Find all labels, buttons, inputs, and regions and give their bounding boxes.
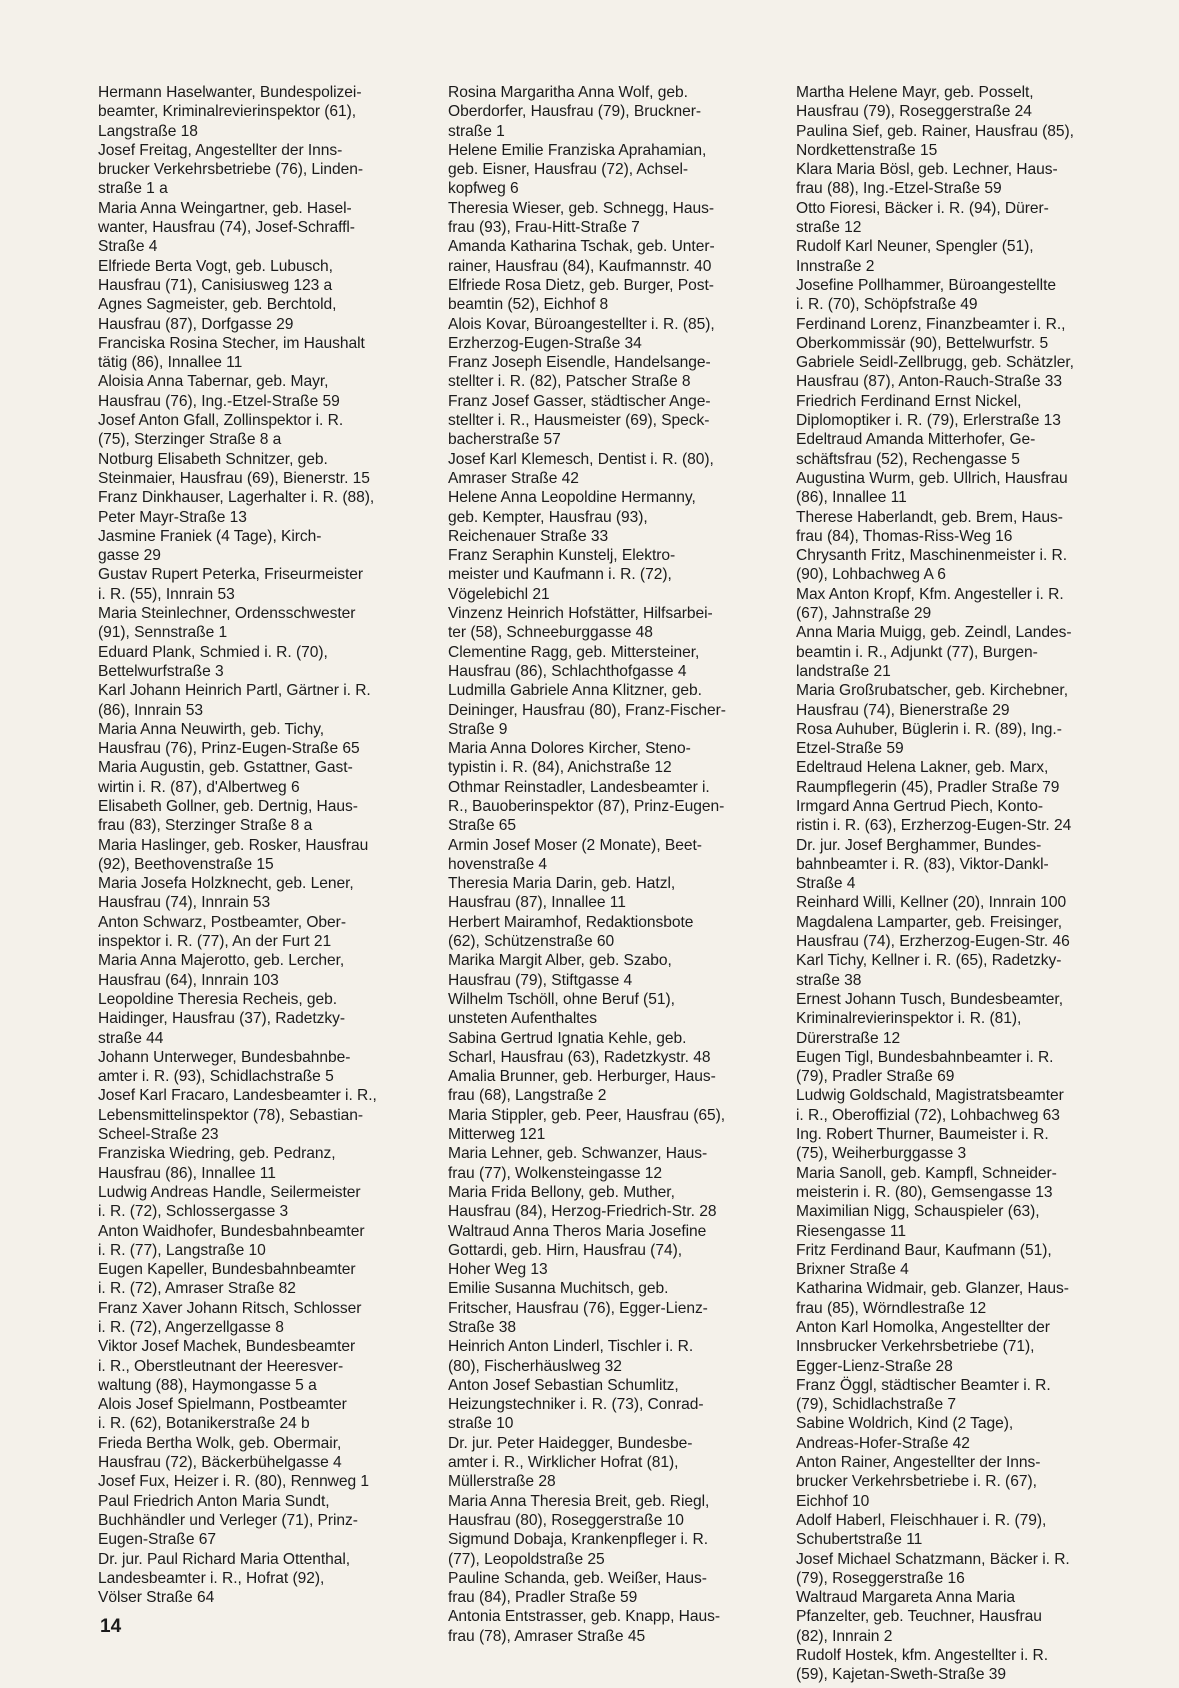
text-line: rainer, Hausfrau (84), Kaufmannstr. 40 <box>448 257 712 275</box>
text-line: Maria Steinlechner, Ordensschwester <box>98 605 356 623</box>
text-line: Hausfrau (74), Erzherzog-Eugen-Str. 46 <box>796 933 1070 951</box>
text-line: Heizungstechniker i. R. (73), Conrad- <box>448 1396 704 1414</box>
text-line: frau (83), Sterzinger Straße 8 a <box>98 817 313 835</box>
text-line: Eugen Tigl, Bundesbahnbeamter i. R. <box>796 1048 1054 1066</box>
text-line: Maria Augustin, geb. Gstattner, Gast- <box>98 759 353 777</box>
text-line: Anton Schwarz, Postbeamter, Ober- <box>98 913 346 931</box>
text-line: Ferdinand Lorenz, Finanzbeamter i. R., <box>796 315 1066 333</box>
text-line: wanter, Hausfrau (74), Josef-Schraffl- <box>98 219 355 237</box>
text-line: Franciska Rosina Stecher, im Haushalt <box>98 334 365 352</box>
text-line: Theresia Wieser, geb. Schnegg, Haus- <box>448 199 715 217</box>
text-line: meisterin i. R. (80), Gemsengasse 13 <box>796 1183 1053 1201</box>
text-line: Reichenauer Straße 33 <box>448 527 609 545</box>
text-line: Dr. jur. Josef Berghammer, Bundes- <box>796 836 1042 854</box>
text-line: Hausfrau (79), Stiftgasse 4 <box>448 971 633 989</box>
text-line: wirtin i. R. (87), d'Albertweg 6 <box>98 778 300 796</box>
text-line: Sabine Woldrich, Kind (2 Tage), <box>796 1415 1014 1433</box>
text-line: bacherstraße 57 <box>448 431 561 449</box>
text-line: Martha Helene Mayr, geb. Posselt, <box>796 84 1034 101</box>
text-line: Pauline Schanda, geb. Weißer, Haus- <box>448 1569 707 1587</box>
text-line: Dürerstraße 12 <box>796 1029 901 1047</box>
text-line: Karl Tichy, Kellner i. R. (65), Radetzky- <box>796 952 1062 970</box>
text-line: Raumpflegerin (45), Pradler Straße 79 <box>796 778 1060 796</box>
text-line: Sigmund Dobaja, Krankenpfleger i. R. <box>448 1531 708 1549</box>
text-line: (79), Schidlachstraße 7 <box>796 1396 957 1414</box>
text-line: i. R. (62), Botanikerstraße 24 b <box>98 1415 310 1433</box>
text-line: landstraße 21 <box>796 662 891 680</box>
text-line: Hausfrau (74), Bienerstraße 29 <box>796 701 1010 719</box>
text-line: (62), Schützenstraße 60 <box>448 933 615 951</box>
text-line: Maria Anna Dolores Kircher, Steno- <box>448 740 691 758</box>
text-line: Maria Stippler, geb. Peer, Hausfrau (65), <box>448 1106 726 1124</box>
text-line: Landesbeamter i. R., Hofrat (92), <box>98 1569 325 1587</box>
text-line: (77), Leopoldstraße 25 <box>448 1550 605 1568</box>
text-line: (79), Pradler Straße 69 <box>796 1068 955 1086</box>
text-line: Paulina Sief, geb. Rainer, Hausfrau (85), <box>796 122 1074 140</box>
text-line: (82), Innrain 2 <box>796 1627 893 1645</box>
text-line: Hoher Weg 13 <box>448 1261 548 1279</box>
text-line: Leopoldine Theresia Recheis, geb. <box>98 990 338 1008</box>
text-line: i. R. (77), Langstraße 10 <box>98 1241 266 1259</box>
text-line: Franz Seraphin Kunstelj, Elektro- <box>448 547 676 565</box>
text-line: Straße 4 <box>98 238 158 256</box>
text-line: tätig (86), Innallee 11 <box>98 354 243 372</box>
text-line: frau (78), Amraser Straße 45 <box>448 1627 646 1645</box>
text-line: Eugen-Straße 67 <box>98 1531 217 1549</box>
text-line: Hausfrau (72), Bäckerbühelgasse 4 <box>98 1454 342 1472</box>
text-line: Marika Margit Alber, geb. Szabo, <box>448 952 672 970</box>
text-line: Max Anton Kropf, Kfm. Angesteller i. R. <box>796 585 1064 603</box>
text-line: Scheel-Straße 23 <box>98 1126 219 1144</box>
text-line: Gabriele Seidl-Zellbrugg, geb. Schätzler, <box>796 354 1074 372</box>
text-line: Klara Maria Bösl, geb. Lechner, Haus- <box>796 161 1058 179</box>
column-middle <box>448 83 784 1646</box>
text-line: Edeltraud Helena Lakner, geb. Marx, <box>796 759 1049 777</box>
text-line: Ing. Robert Thurner, Baumeister i. R. <box>796 1126 1049 1144</box>
text-line: meister und Kaufmann i. R. (72), <box>448 566 672 584</box>
text-line: Emilie Susanna Muchitsch, geb. <box>448 1280 669 1298</box>
text-line: Maria Anna Weingartner, geb. Hasel- <box>98 199 352 217</box>
text-line: Theresia Maria Darin, geb. Hatzl, <box>448 875 676 893</box>
text-line: Amraser Straße 42 <box>448 469 579 487</box>
text-line: Fritscher, Hausfrau (76), Egger-Lienz- <box>448 1299 708 1317</box>
text-line: Peter Mayr-Straße 13 <box>98 508 247 526</box>
text-line: Straße 4 <box>796 875 856 893</box>
text-line: Clementine Ragg, geb. Mittersteiner, <box>448 643 700 661</box>
text-line: brucker Verkehrsbetriebe i. R. (67), <box>796 1473 1037 1491</box>
text-line: (75), Sterzinger Straße 8 a <box>98 431 282 449</box>
text-line: Maria Großrubatscher, geb. Kirchebner, <box>796 682 1068 700</box>
text-line: Hausfrau (71), Canisiusweg 123 a <box>98 276 333 294</box>
text-line: inspektor i. R. (77), An der Furt 21 <box>98 933 332 951</box>
text-line: schäftsfrau (52), Rechengasse 5 <box>796 450 1020 468</box>
text-line: Brixner Straße 4 <box>796 1261 909 1279</box>
text-line: Eduard Plank, Schmied i. R. (70), <box>98 643 328 661</box>
text-line: frau (88), Ing.-Etzel-Straße 59 <box>796 180 1002 198</box>
text-line: Ludwig Goldschald, Magistratsbeamter <box>796 1087 1064 1105</box>
text-line: Helene Anna Leopoldine Hermanny, <box>448 489 696 507</box>
text-line: frau (68), Langstraße 2 <box>448 1087 607 1105</box>
text-line: Fritz Ferdinand Baur, Kaufmann (51), <box>796 1241 1052 1259</box>
text-line: Wilhelm Tschöll, ohne Beruf (51), <box>448 990 675 1008</box>
text-line: Armin Josef Moser (2 Monate), Beet- <box>448 836 702 854</box>
text-line: straße 12 <box>796 219 862 237</box>
text-line: Mitterweg 121 <box>448 1126 546 1144</box>
text-line: Völser Straße 64 <box>98 1589 215 1607</box>
text-line: Otto Fioresi, Bäcker i. R. (94), Dürer- <box>796 199 1049 217</box>
text-line: (91), Sennstraße 1 <box>98 624 228 642</box>
text-line: Anton Karl Homolka, Angestellter der <box>796 1319 1050 1336</box>
text-line: Herbert Mairamhof, Redaktionsbote <box>448 913 694 931</box>
text-line: Johann Unterweger, Bundesbahnbe- <box>98 1048 351 1066</box>
text-line: Magdalena Lamparter, geb. Freisinger, <box>796 913 1062 931</box>
text-line: Rosina Margaritha Anna Wolf, geb. <box>448 84 688 101</box>
text-line: Maria Josefa Holzknecht, geb. Lener, <box>98 875 354 893</box>
text-line: Straße 9 <box>448 720 508 738</box>
text-line: Maria Anna Majerotto, geb. Lercher, <box>98 952 345 970</box>
text-line: (80), Fischerhäuslweg 32 <box>448 1357 622 1375</box>
text-line: Notburg Elisabeth Schnitzer, geb. <box>98 450 328 468</box>
text-line: beamtin i. R., Adjunkt (77), Burgen- <box>796 643 1038 661</box>
text-line: Oberdorfer, Hausfrau (79), Bruckner- <box>448 103 701 121</box>
text-line: Friedrich Ferdinand Ernst Nickel, <box>796 392 1022 410</box>
text-line: Anton Rainer, Angestellter der Inns- <box>796 1454 1041 1472</box>
text-line: Edeltraud Amanda Mitterhofer, Ge- <box>796 431 1036 449</box>
text-line: Innstraße 2 <box>796 257 875 275</box>
text-line: (86), Innrain 53 <box>98 701 203 719</box>
text-line: Therese Haberlandt, geb. Brem, Haus- <box>796 508 1063 526</box>
text-line: straße 1 <box>448 122 505 140</box>
text-line: Josef Freitag, Angestellter der Inns- <box>98 141 343 159</box>
text-line: Waltraud Margareta Anna Maria <box>796 1589 1015 1607</box>
text-line: i. R., Oberstleutnant der Heeresver- <box>98 1357 344 1375</box>
text-line: Franz Dinkhauser, Lagerhalter i. R. (88), <box>98 489 375 507</box>
text-line: Josef Karl Fracaro, Landesbeamter i. R., <box>98 1087 377 1105</box>
text-line: Maria Anna Neuwirth, geb. Tichy, <box>98 720 325 738</box>
text-line: Pfanzelter, geb. Teuchner, Hausfrau <box>796 1608 1042 1626</box>
text-line: (79), Roseggerstraße 16 <box>796 1569 965 1587</box>
text-line: Maria Haslinger, geb. Rosker, Hausfrau <box>98 836 369 854</box>
text-line: i. R. (55), Innrain 53 <box>98 585 235 603</box>
text-line: Nordkettenstraße 15 <box>796 141 938 159</box>
text-line: Aloisia Anna Tabernar, geb. Mayr, <box>98 373 329 391</box>
text-line: Maria Sanoll, geb. Kampfl, Schneider- <box>796 1164 1057 1182</box>
text-line: Josef Michael Schatzmann, Bäcker i. R. <box>796 1550 1070 1568</box>
text-line: Vögelebichl 21 <box>448 585 550 603</box>
text-line: typistin i. R. (84), Anichstraße 12 <box>448 759 672 777</box>
text-line: kopfweg 6 <box>448 180 519 198</box>
text-line: Müllerstraße 28 <box>448 1473 556 1491</box>
text-line: Hausfrau (76), Prinz-Eugen-Straße 65 <box>98 740 360 758</box>
text-line: frau (93), Frau-Hitt-Straße 7 <box>448 219 640 237</box>
text-line: Helene Emilie Franziska Aprahamian, <box>448 141 707 159</box>
text-line: Frieda Bertha Wolk, geb. Obermair, <box>98 1434 342 1452</box>
text-line: Straße 65 <box>448 817 517 835</box>
column-right <box>796 83 1132 1685</box>
text-line: waltung (88), Haymongasse 5 a <box>98 1376 317 1394</box>
text-line: Anton Josef Sebastian Schumlitz, <box>448 1376 679 1394</box>
text-line: Waltraud Anna Theros Maria Josefine <box>448 1222 707 1240</box>
text-line: Kriminalrevierinspektor i. R. (81), <box>796 1010 1022 1028</box>
text-line: Adolf Haberl, Fleischhauer i. R. (79), <box>796 1511 1047 1529</box>
text-line: Alois Kovar, Büroangestellter i. R. (85), <box>448 315 715 333</box>
text-line: Anton Waidhofer, Bundesbahnbeamter <box>98 1222 365 1240</box>
text-line: R., Bauoberinspektor (87), Prinz-Eugen- <box>448 797 725 815</box>
text-line: (75), Weiherburggasse 3 <box>796 1145 967 1163</box>
text-line: i. R. (72), Schlossergasse 3 <box>98 1203 289 1221</box>
text-line: Jasmine Franiek (4 Tage), Kirch- <box>98 527 322 545</box>
text-line: Ernest Johann Tusch, Bundesbeamter, <box>796 990 1063 1008</box>
text-line: Ludmilla Gabriele Anna Klitzner, geb. <box>448 682 702 700</box>
text-line: Eichhof 10 <box>796 1492 870 1510</box>
text-line: frau (84), Pradler Straße 59 <box>448 1589 638 1607</box>
text-line: Hausfrau (76), Ing.-Etzel-Straße 59 <box>98 392 340 410</box>
text-line: Hermann Haselwanter, Bundespolizei- <box>98 84 362 101</box>
text-line: Katharina Widmair, geb. Glanzer, Haus- <box>796 1280 1069 1298</box>
text-line: Franz Joseph Eisendle, Handelsange- <box>448 354 711 372</box>
text-line: Hausfrau (84), Herzog-Friedrich-Str. 28 <box>448 1203 717 1221</box>
text-line: hovenstraße 4 <box>448 855 548 873</box>
text-line: (67), Jahnstraße 29 <box>796 605 932 623</box>
text-line: ristin i. R. (63), Erzherzog-Eugen-Str. 24 <box>796 817 1072 835</box>
text-line: Rosa Auhuber, Büglerin i. R. (89), Ing.- <box>796 720 1062 738</box>
text-line: Bettelwurfstraße 3 <box>98 662 224 680</box>
text-line: Hausfrau (87), Innallee 11 <box>448 894 626 912</box>
text-line: i. R., Oberoffizial (72), Lohbachweg 63 <box>796 1106 1060 1124</box>
text-line: Hausfrau (86), Schlachthofgasse 4 <box>448 662 687 680</box>
text-line: Scharl, Hausfrau (63), Radetzkystr. 48 <box>448 1048 711 1066</box>
text-line: (59), Kajetan-Sweth-Straße 39 <box>796 1666 1007 1684</box>
text-line: Karl Johann Heinrich Partl, Gärtner i. R. <box>98 682 371 700</box>
text-line: Steinmaier, Hausfrau (69), Bienerstr. 15 <box>98 469 370 487</box>
text-line: Antonia Entstrasser, geb. Knapp, Haus- <box>448 1608 721 1626</box>
column-left <box>98 83 434 1607</box>
text-line: Buchhändler und Verleger (71), Prinz- <box>98 1511 358 1529</box>
text-line: Straße 38 <box>448 1319 517 1336</box>
text-line: straße 1 a <box>98 180 168 198</box>
text-line: Elfriede Berta Vogt, geb. Lubusch, <box>98 257 333 275</box>
text-line: Haidinger, Hausfrau (37), Radetzky- <box>98 1010 345 1028</box>
text-line: Gottardi, geb. Hirn, Hausfrau (74), <box>448 1241 682 1259</box>
text-line: Agnes Sagmeister, geb. Berchtold, <box>98 296 337 314</box>
text-line: Sabina Gertrud Ignatia Kehle, geb. <box>448 1029 687 1047</box>
text-line: Amanda Katharina Tschak, geb. Unter- <box>448 238 715 256</box>
text-line: Franz Xaver Johann Ritsch, Schlosser <box>98 1299 362 1317</box>
text-line: Chrysanth Fritz, Maschinenmeister i. R. <box>796 547 1068 565</box>
text-line: (86), Innallee 11 <box>796 489 907 507</box>
text-line: frau (85), Wörndlestraße 12 <box>796 1299 987 1317</box>
text-line: Anna Maria Muigg, geb. Zeindl, Landes- <box>796 624 1072 642</box>
text-line: Dr. jur. Paul Richard Maria Ottenthal, <box>98 1550 351 1568</box>
text-line: Othmar Reinstadler, Landesbeamter i. <box>448 778 710 796</box>
text-line: Alois Josef Spielmann, Postbeamter <box>98 1396 347 1414</box>
text-line: i. R. (70), Schöpfstraße 49 <box>796 296 978 314</box>
text-line: Josef Karl Klemesch, Dentist i. R. (80), <box>448 450 714 468</box>
text-line: Maximilian Nigg, Schauspieler (63), <box>796 1203 1040 1221</box>
text-line: Dr. jur. Peter Haidegger, Bundesbe- <box>448 1434 693 1452</box>
text-line: Hausfrau (86), Innallee 11 <box>98 1164 276 1182</box>
text-line: Franziska Wiedring, geb. Pedranz, <box>98 1145 336 1163</box>
text-line: Innsbrucker Verkehrsbetriebe (71), <box>796 1338 1035 1356</box>
text-line: Josef Fux, Heizer i. R. (80), Rennweg 1 <box>98 1473 370 1491</box>
text-line: Gustav Rupert Peterka, Friseurmeister <box>98 566 364 584</box>
text-line: Eugen Kapeller, Bundesbahnbeamter <box>98 1261 356 1279</box>
text-line: Paul Friedrich Anton Maria Sundt, <box>98 1492 330 1510</box>
text-line: Josefine Pollhammer, Büroangestellte <box>796 276 1056 294</box>
text-line: Ludwig Andreas Handle, Seilermeister <box>98 1183 361 1201</box>
text-line: Hausfrau (87), Anton-Rauch-Straße 33 <box>796 373 1063 391</box>
text-line: amter i. R. (93), Schidlachstraße 5 <box>98 1068 334 1086</box>
text-line: geb. Eisner, Hausfrau (72), Achsel- <box>448 161 689 179</box>
text-line: Franz Öggl, städtischer Beamter i. R. <box>796 1376 1051 1394</box>
text-line: Maria Frida Bellony, geb. Muther, <box>448 1183 675 1201</box>
text-line: Hausfrau (74), Innrain 53 <box>98 894 271 912</box>
text-line: Heinrich Anton Linderl, Tischler i. R. <box>448 1338 694 1356</box>
text-line: geb. Kempter, Hausfrau (93), <box>448 508 648 526</box>
text-line: Hausfrau (64), Innrain 103 <box>98 971 279 989</box>
text-line: i. R. (72), Angerzellgasse 8 <box>98 1319 284 1336</box>
text-line: stellter i. R. (82), Patscher Straße 8 <box>448 373 691 391</box>
text-line: Hausfrau (87), Dorfgasse 29 <box>98 315 294 333</box>
text-line: beamter, Kriminalrevierinspektor (61), <box>98 103 357 121</box>
text-line: Riesengasse 11 <box>796 1222 906 1240</box>
text-line: stellter i. R., Hausmeister (69), Speck- <box>448 412 710 430</box>
text-line: Franz Josef Gasser, städtischer Ange- <box>448 392 711 410</box>
page-number: 14 <box>100 1616 122 1637</box>
text-line: Amalia Brunner, geb. Herburger, Haus- <box>448 1068 716 1086</box>
text-line: Elisabeth Gollner, geb. Dertnig, Haus- <box>98 797 358 815</box>
text-line: ter (58), Schneeburggasse 48 <box>448 624 653 642</box>
text-line: Deininger, Hausfrau (80), Franz-Fischer- <box>448 701 726 719</box>
text-line: brucker Verkehrsbetriebe (76), Linden- <box>98 161 364 179</box>
text-line: (90), Lohbachweg A 6 <box>796 566 946 584</box>
text-line: straße 38 <box>796 971 862 989</box>
text-line: gasse 29 <box>98 547 161 565</box>
text-line: Oberkommissär (90), Bettelwurfstr. 5 <box>796 334 1049 352</box>
text-line: i. R. (72), Amraser Straße 82 <box>98 1280 296 1298</box>
text-line: (92), Beethovenstraße 15 <box>98 855 274 873</box>
text-line: Augustina Wurm, geb. Ullrich, Hausfrau <box>796 469 1068 487</box>
text-line: Andreas-Hofer-Straße 42 <box>796 1434 970 1452</box>
text-line: Rudolf Hostek, kfm. Angestellter i. R. <box>796 1647 1049 1665</box>
text-line: Irmgard Anna Gertrud Piech, Konto- <box>796 797 1044 815</box>
text-line: Josef Anton Gfall, Zollinspektor i. R. <box>98 412 344 430</box>
text-line: frau (84), Thomas-Riss-Weg 16 <box>796 527 1013 545</box>
text-line: Diplomoptiker i. R. (79), Erlerstraße 13 <box>796 412 1061 430</box>
text-line: Maria Lehner, geb. Schwanzer, Haus- <box>448 1145 708 1163</box>
text-line: Langstraße 18 <box>98 122 198 140</box>
text-line: straße 44 <box>98 1029 164 1047</box>
text-line: frau (77), Wolkensteingasse 12 <box>448 1164 663 1182</box>
text-line: Viktor Josef Machek, Bundesbeamter <box>98 1338 356 1356</box>
text-line: Schubertstraße 11 <box>796 1531 923 1549</box>
text-line: amter i. R., Wirklicher Hofrat (81), <box>448 1454 679 1472</box>
text-line: Erzherzog-Eugen-Straße 34 <box>448 334 642 352</box>
text-line: Maria Anna Theresia Breit, geb. Riegl, <box>448 1492 710 1510</box>
text-line: Reinhard Willi, Kellner (20), Innrain 100 <box>796 894 1067 912</box>
text-line: beamtin (52), Eichhof 8 <box>448 296 609 314</box>
text-line: Etzel-Straße 59 <box>796 740 904 758</box>
text-line: Hausfrau (80), Roseggerstraße 10 <box>448 1511 684 1529</box>
text-line: Rudolf Karl Neuner, Spengler (51), <box>796 238 1034 256</box>
text-line: unsteten Aufenthaltes <box>448 1010 597 1028</box>
text-line: Vinzenz Heinrich Hofstätter, Hilfsarbei- <box>448 605 713 623</box>
text-line: bahnbeamter i. R. (83), Viktor-Dankl- <box>796 855 1049 873</box>
text-line: straße 10 <box>448 1415 514 1433</box>
text-line: Egger-Lienz-Straße 28 <box>796 1357 953 1375</box>
text-line: Hausfrau (79), Roseggerstraße 24 <box>796 103 1032 121</box>
text-line: Lebensmittelinspektor (78), Sebastian- <box>98 1106 364 1124</box>
text-line: Elfriede Rosa Dietz, geb. Burger, Post- <box>448 276 714 294</box>
